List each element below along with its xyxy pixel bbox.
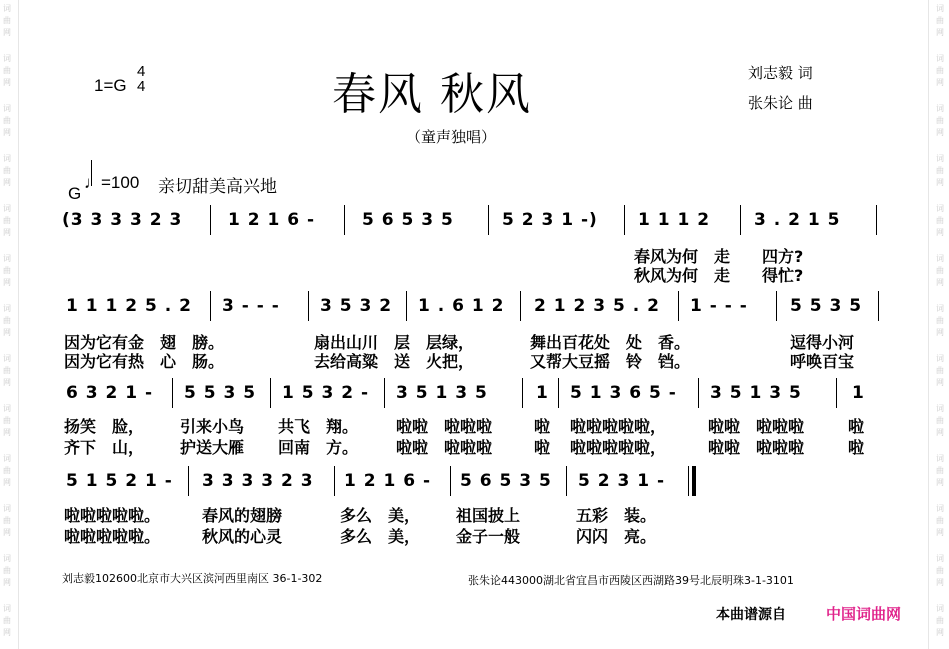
watermark-glyph: 网 [3,178,11,187]
barline [334,466,335,496]
watermark-glyph: 词 [936,604,944,613]
barline [210,205,211,235]
watermark-glyph: 词 [936,104,944,113]
watermark-glyph: 网 [3,228,11,237]
watermark-glyph: 曲 [936,566,944,575]
watermark-glyph: 网 [3,428,11,437]
measure: 3 - - - [222,296,280,316]
lyrics-verse-2: 金子一般 [456,527,521,546]
watermark-glyph: 曲 [3,66,11,75]
barline [698,378,699,408]
measure: 6 3 2 1 - [66,383,154,403]
watermark-glyph: 网 [936,578,944,587]
measure: 1 2 1 6 - [228,210,316,230]
lyrics-verse-1: 啦啦 啦啦啦 [396,417,493,436]
watermark-glyph: 词 [3,4,11,13]
lyrics-verse-2: 秋风的心灵 [202,527,283,546]
lyrics-verse-1: 因为它有金 翅 膀。 [64,333,225,352]
watermark-glyph: 曲 [936,316,944,325]
barline [776,291,777,321]
lyrics-verse-1: 祖国披上 [456,506,521,525]
watermark-glyph: 词 [3,604,11,613]
measure: 1 1 1 2 5 . 2 [66,296,192,316]
watermark-glyph: 词 [936,304,944,313]
watermark-glyph: 网 [3,28,11,37]
measure: 3 5 1 3 5 [396,383,488,403]
lyrics-verse-1: 多么 美， [340,506,421,525]
lyrics-verse-2: 又帮大豆摇 铃 铛。 [530,352,691,371]
lyrics-verse-2: 啦 [848,438,865,457]
key-signature: 1=G [94,76,127,95]
watermark-glyph: 词 [936,254,944,263]
lyrics-verse-2: 多么 美， [340,527,421,546]
watermark-glyph: 曲 [936,16,944,25]
watermark-glyph: 词 [936,154,944,163]
measure: 1 [536,383,549,403]
watermark-glyph: 曲 [3,116,11,125]
watermark-glyph: 词 [3,454,11,463]
lyrics-verse-1: 啦 [848,417,865,436]
measure: 3 5 3 2 [320,296,393,316]
watermark-glyph: 网 [3,78,11,87]
lyrics-verse-1: 逗得小河 [790,333,855,352]
lyrics-verse-2: 啦啦 啦啦啦 [396,438,493,457]
composer-credit: 张朱论 曲 [748,94,813,112]
lyrics-verse-2: 秋风为何 走 得忙? [634,266,804,285]
watermark-glyph: 词 [3,404,11,413]
source-label: 本曲谱源自 [716,607,786,623]
barline [624,205,625,235]
watermark-glyph: 网 [3,578,11,587]
tempo-mark: ♩=100 [84,173,140,192]
watermark-glyph: 词 [3,154,11,163]
watermark-glyph: 网 [3,278,11,287]
watermark-glyph: 曲 [3,16,11,25]
measure: 5 5 3 5 [184,383,257,403]
watermark-glyph: 曲 [936,166,944,175]
watermark-glyph: 词 [936,454,944,463]
barline [522,378,523,408]
performance-note: （童声独唱） [406,128,497,146]
watermark-glyph: 曲 [936,416,944,425]
watermark-glyph: 曲 [3,366,11,375]
right-watermark-strip [933,0,949,649]
barline [450,466,451,496]
watermark-glyph: 词 [3,204,11,213]
lyricist-address: 刘志毅102600北京市大兴区滨河西里南区 36-1-302 [62,572,323,585]
watermark-glyph: 网 [936,528,944,537]
lyrics-verse-1: 扇出山川 层 层绿， [314,333,475,352]
measure: 2 1 2 3 5 . 2 [534,296,660,316]
lyrics-verse-1: 五彩 装。 [576,506,657,525]
lyrics-verse-1: 共飞 翔。 [278,417,359,436]
clef-letter: G [68,184,82,203]
measure: 1 . 6 1 2 [418,296,505,316]
measure: 5 2 3 1 -) [502,210,598,230]
source-site-link[interactable]: 中国词曲网 [826,605,902,623]
watermark-glyph: 网 [936,628,944,637]
final-barline-thick [692,466,696,496]
left-margin-rule [18,0,19,649]
barline [384,378,385,408]
watermark-glyph: 曲 [936,616,944,625]
watermark-glyph: 词 [3,104,11,113]
lyrics-verse-1: 啦 [534,417,551,436]
measure: 3 . 2 1 5 [754,210,841,230]
measure: 5 1 5 2 1 - [66,471,173,491]
time-signature [137,64,145,94]
barline [172,378,173,408]
watermark-glyph: 曲 [3,466,11,475]
measure: 5 2 3 1 - [578,471,666,491]
watermark-glyph: 网 [936,278,944,287]
watermark-glyph: 词 [3,554,11,563]
barline [558,378,559,408]
left-watermark-strip [0,0,16,649]
measure: 1 2 1 6 - [344,471,432,491]
watermark-glyph: 网 [936,178,944,187]
measure: 1 1 1 2 [638,210,711,230]
watermark-glyph: 网 [3,528,11,537]
lyrics-verse-2: 护送大雁 [180,438,245,457]
barline [488,205,489,235]
measure: 5 1 3 6 5 - [570,383,677,403]
lyrics-verse-2: 因为它有热 心 肠。 [64,352,225,371]
measure: 5 5 3 5 [790,296,863,316]
watermark-glyph: 词 [936,404,944,413]
watermark-glyph: 曲 [3,166,11,175]
watermark-glyph: 网 [936,328,944,337]
watermark-glyph: 网 [936,78,944,87]
lyrics-verse-1: 扬笑 脸， [64,417,145,436]
watermark-glyph: 网 [3,628,11,637]
measure: 1 5 3 2 - [282,383,370,403]
watermark-glyph: 词 [3,254,11,263]
composer-address: 张朱论443000湖北省宜昌市西陵区西湖路39号北辰明珠3-1-3101 [468,574,794,587]
watermark-glyph: 曲 [3,216,11,225]
watermark-glyph: 网 [3,478,11,487]
watermark-glyph: 词 [936,204,944,213]
measure: 3 3 3 3 2 3 [202,471,314,491]
barline [836,378,837,408]
measure: 3 5 1 3 5 [710,383,802,403]
watermark-glyph: 曲 [3,566,11,575]
watermark-glyph: 词 [3,354,11,363]
lyrics-verse-1: 春风的翅膀 [202,506,283,525]
lyrics-verse-1: 引来小鸟 [180,417,245,436]
watermark-glyph: 词 [936,4,944,13]
song-title: 春风 秋风 [332,69,532,120]
lyrics-verse-2: 啦 [534,438,551,457]
watermark-glyph: 网 [3,128,11,137]
expression-mark: 亲切甜美高兴地 [158,177,277,197]
barline [188,466,189,496]
final-barline-thin [688,466,689,496]
barline [566,466,567,496]
watermark-glyph: 曲 [3,616,11,625]
barline [308,291,309,321]
watermark-glyph: 曲 [3,316,11,325]
lyrics-verse-2: 呼唤百宝 [790,352,855,371]
barline [876,205,877,235]
lyrics-verse-2: 齐下 山， [64,438,145,457]
lyricist-credit: 刘志毅 词 [748,64,813,82]
watermark-glyph: 词 [3,54,11,63]
watermark-glyph: 曲 [3,516,11,525]
watermark-glyph: 网 [3,328,11,337]
watermark-glyph: 曲 [936,366,944,375]
lyrics-verse-2: 去给高粱 送 火把， [314,352,475,371]
watermark-glyph: 网 [936,478,944,487]
watermark-glyph: 词 [936,504,944,513]
watermark-glyph: 网 [936,378,944,387]
watermark-glyph: 网 [936,228,944,237]
watermark-glyph: 词 [3,304,11,313]
watermark-glyph: 曲 [936,66,944,75]
lyrics-verse-2: 闪闪 亮。 [576,527,657,546]
watermark-glyph: 曲 [936,466,944,475]
barline [210,291,211,321]
watermark-glyph: 曲 [3,266,11,275]
lyrics-verse-2: 啦啦啦啦啦。 [64,527,161,546]
lyrics-verse-2: 啦啦啦啦啦， [570,438,667,457]
measure: 1 - - - [690,296,748,316]
lyrics-verse-1: 啦啦啦啦啦， [570,417,667,436]
watermark-glyph: 词 [936,554,944,563]
watermark-glyph: 词 [3,504,11,513]
watermark-glyph: 网 [3,378,11,387]
lyrics-verse-1: 舞出百花处 处 香。 [530,333,691,352]
watermark-glyph: 曲 [3,416,11,425]
lyrics-verse-1: 啦啦啦啦啦。 [64,506,161,525]
measure: 5 6 5 3 5 [460,471,552,491]
watermark-glyph: 网 [936,128,944,137]
barline [344,205,345,235]
lyrics-verse-2: 啦啦 啦啦啦 [708,438,805,457]
measure: 1 [852,383,865,403]
barline [270,378,271,408]
barline [406,291,407,321]
lyrics-verse-1: 春风为何 走 四方? [634,247,804,266]
watermark-glyph: 网 [936,28,944,37]
time-signature-top: 4 [137,63,146,80]
watermark-glyph: 曲 [936,216,944,225]
watermark-glyph: 词 [936,354,944,363]
watermark-glyph: 曲 [936,516,944,525]
lyrics-verse-1: 啦啦 啦啦啦 [708,417,805,436]
watermark-glyph: 网 [936,428,944,437]
time-signature-bottom: 4 [137,78,146,95]
barline [878,291,879,321]
barline [520,291,521,321]
lyrics-verse-2: 回南 方。 [278,438,359,457]
watermark-glyph: 曲 [936,116,944,125]
watermark-glyph: 曲 [936,266,944,275]
barline [740,205,741,235]
measure: (3 3 3 3 2 3 [62,210,183,230]
measure: 5 6 5 3 5 [362,210,454,230]
barline [678,291,679,321]
right-margin-rule [928,0,929,649]
watermark-glyph: 词 [936,54,944,63]
